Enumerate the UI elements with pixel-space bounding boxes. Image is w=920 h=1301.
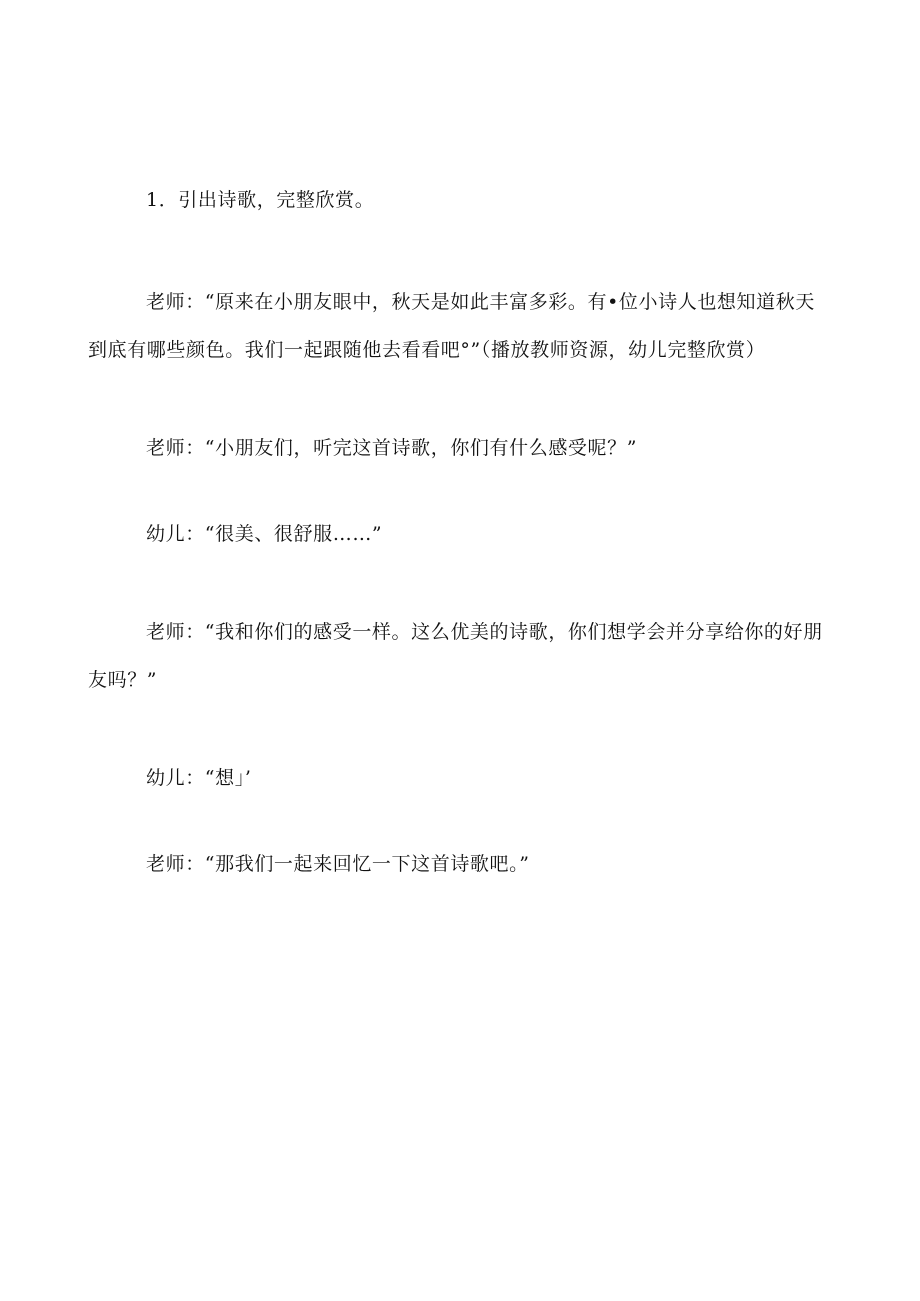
child-paragraph-response: 幼儿：“很美、很舒服……” <box>146 523 383 545</box>
teacher-paragraph-recall: 老师：“那我们一起来回忆一下这首诗歌吧。” <box>146 853 530 875</box>
teacher-paragraph-intro: 老师：“原来在小朋友眼中，秋天是如此丰富多彩。有•位小诗人也想知道秋天到底有哪些颜色。我们一起跟随他去看看吧°”（播放教师资源，幼儿完整欣赏） <box>88 291 815 361</box>
teacher-paragraph-share: 老师：“我和你们的感受一样。这么优美的诗歌，你们想学会并分享给你的好朋友吗？” <box>88 621 823 691</box>
child-paragraph-want: 幼儿：“想」’ <box>146 767 252 789</box>
teacher-paragraph-question: 老师：“小朋友们，听完这首诗歌，你们有什么感受呢？” <box>146 437 638 459</box>
section-heading: 1．引出诗歌，完整欣赏。 <box>146 189 375 211</box>
